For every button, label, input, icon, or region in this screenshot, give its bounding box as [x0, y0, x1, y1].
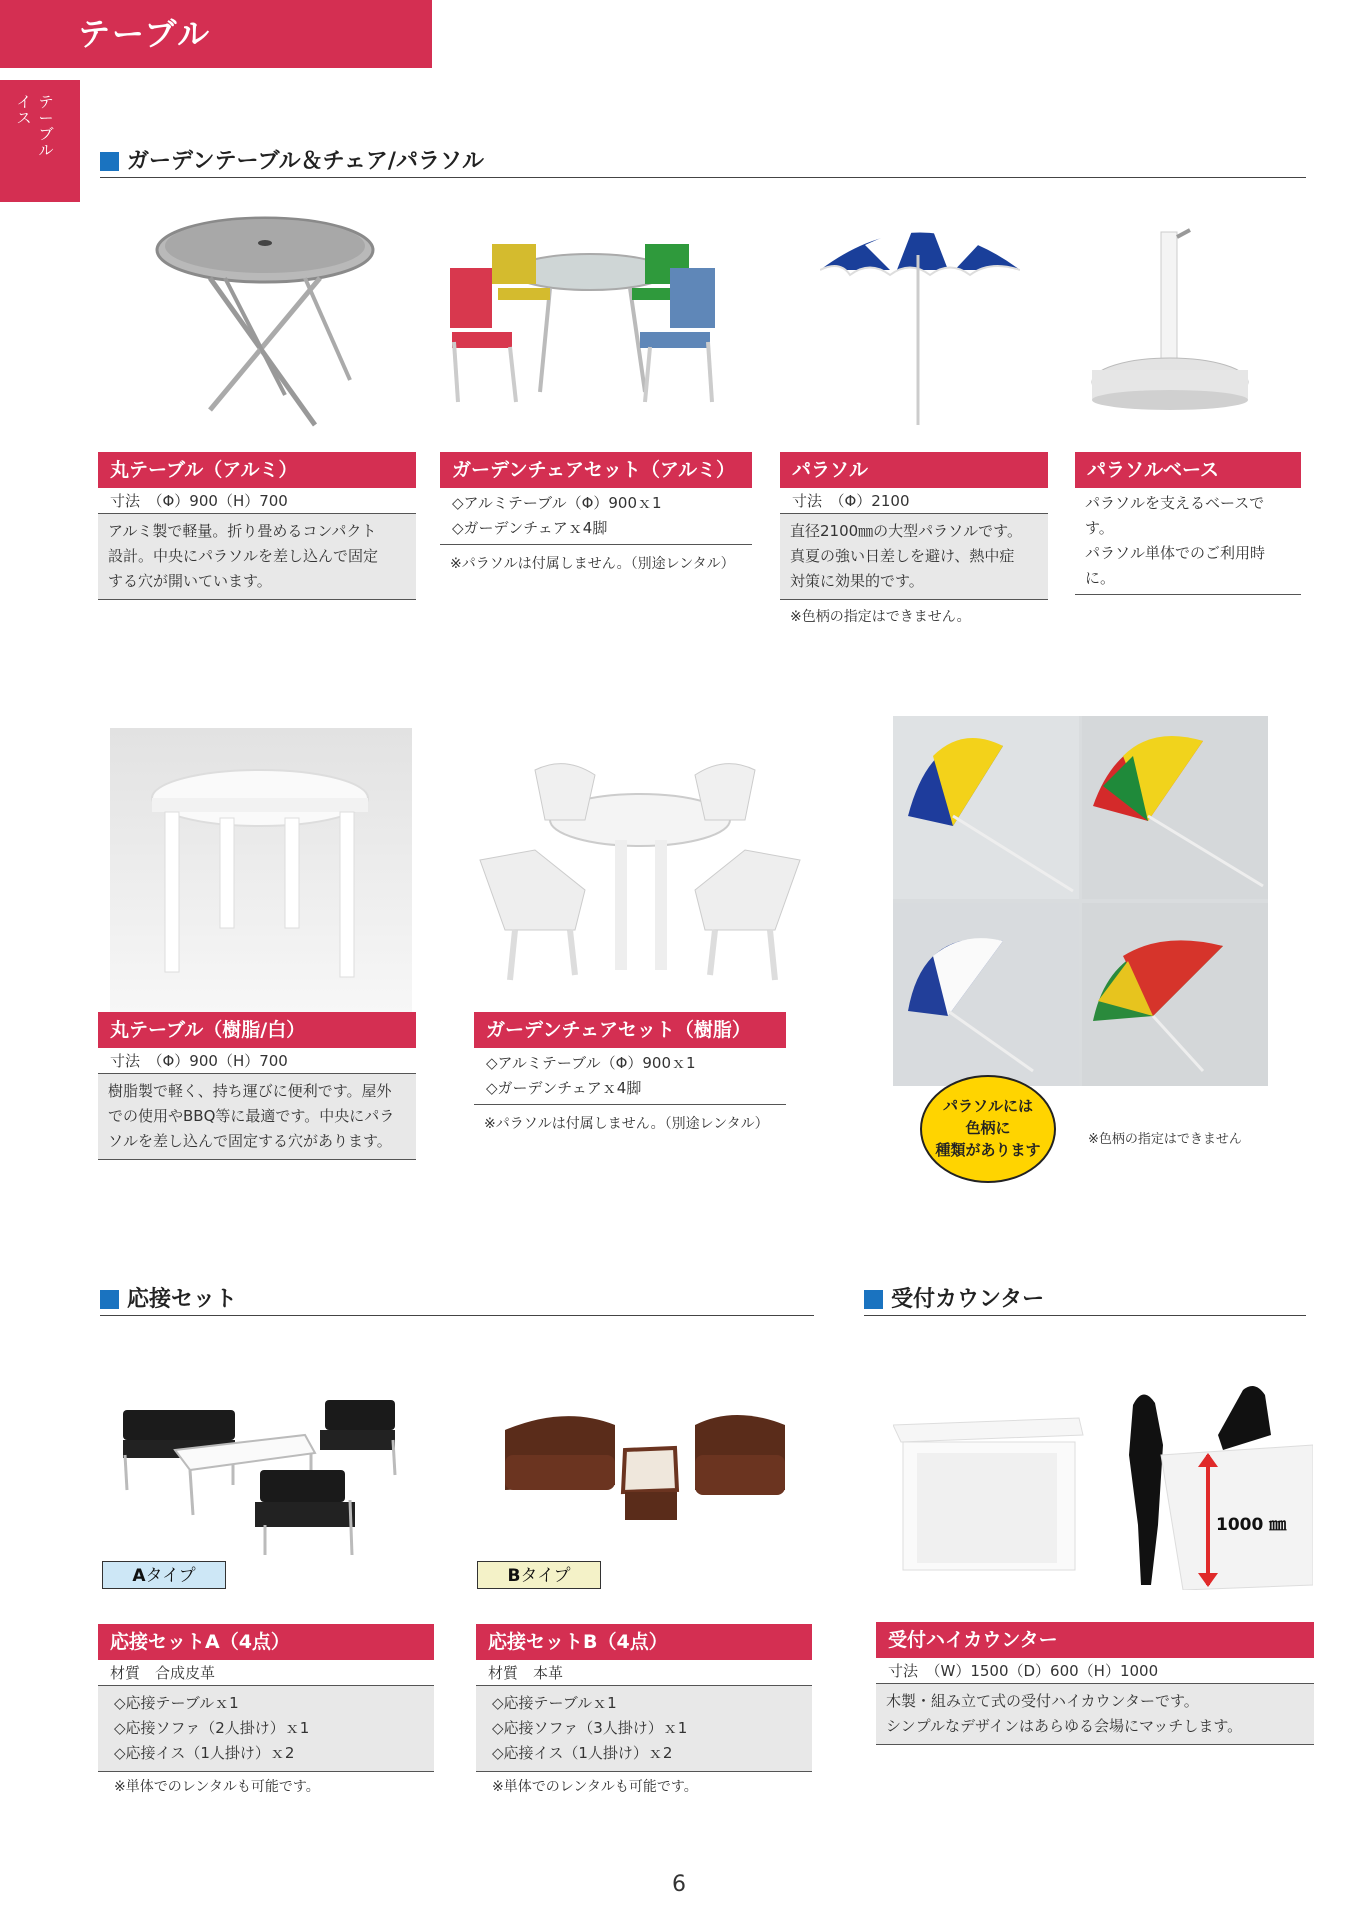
section-heading-counter: 受付カウンター: [864, 1282, 1306, 1316]
side-category-tab: [0, 80, 80, 202]
sofa-set-b-photo: [495, 1400, 795, 1535]
page-number: 6: [672, 1872, 686, 1897]
product-description: アルミ製で軽量。折り畳めるコンパクト 設計。中央にパラソルを差し込んで固定 する穴が開いています。: [98, 514, 416, 600]
product-items: ◇アルミテーブル（Φ）900ｘ1 ◇ガーデンチェアｘ4脚: [440, 488, 752, 545]
type-b-tag: Bタイプ: [477, 1561, 601, 1589]
aluminum-garden-chair-set-photo: [440, 232, 740, 422]
product-aluminum-chair-set: [440, 452, 752, 577]
product-spec: 材質 合成皮革: [98, 1660, 434, 1686]
product-spec: 寸法 （W）1500（D）600（H）1000: [876, 1658, 1314, 1684]
product-round-aluminum-table: [98, 452, 416, 600]
product-round-resin-table: [98, 1012, 416, 1160]
product-note: ※パラソルは付属しません。（別途レンタル）: [484, 1116, 769, 1132]
product-spec: 材質 本革: [476, 1660, 812, 1686]
product-title: 丸テーブル（アルミ）: [98, 452, 416, 488]
resin-garden-chair-set-photo: [475, 760, 805, 990]
product-title: パラソル: [780, 452, 1048, 488]
counter-height-label: 1000 ㎜: [1216, 1515, 1287, 1535]
product-title: ガーデンチェアセット（樹脂）: [474, 1012, 786, 1048]
product-parasol: [780, 452, 1048, 630]
sofa-set-a-photo: [115, 1395, 415, 1560]
side-tab-label-table: テーブル: [38, 93, 54, 159]
product-resin-chair-set: [474, 1012, 786, 1137]
page-title: テーブル: [0, 0, 432, 68]
section-square-icon: [864, 1290, 883, 1309]
product-spec: 寸法 （Φ）900（H）700: [98, 1048, 416, 1074]
product-spec: 寸法 （Φ）900（H）700: [98, 488, 416, 514]
parasol-photo: [820, 215, 1020, 425]
product-sofa-set-b: [476, 1624, 812, 1800]
product-description: 木製・組み立て式の受付ハイカウンターです。 シンプルなデザインはあらゆる会場にマッチします。: [876, 1684, 1314, 1745]
parasol-base-photo: [1085, 222, 1265, 412]
product-note: ※単体でのレンタルも可能です。: [114, 1779, 320, 1795]
product-description: 樹脂製で軽く、持ち運びに便利です。屋外 での使用やBBQ等に最適です。中央にパラ ソルを差し込んで固定する穴があります。: [98, 1074, 416, 1160]
product-reception-counter: [876, 1622, 1314, 1745]
product-sofa-set-a: [98, 1624, 434, 1800]
product-items: ◇アルミテーブル（Φ）900ｘ1 ◇ガーデンチェアｘ4脚: [474, 1048, 786, 1105]
product-title: 受付ハイカウンター: [876, 1622, 1314, 1658]
product-title: 応接セットB（4点）: [476, 1624, 812, 1660]
product-parasol-base: [1075, 452, 1301, 595]
reception-counter-photo: [893, 1385, 1313, 1590]
round-resin-table-photo: [110, 728, 412, 1012]
side-tab-label-chair: イス: [16, 93, 32, 127]
product-note: ※パラソルは付属しません。（別途レンタル）: [450, 556, 735, 572]
product-title: ガーデンチェアセット（アルミ）: [440, 452, 752, 488]
product-note: ※単体でのレンタルも可能です。: [492, 1779, 698, 1795]
product-title: 丸テーブル（樹脂/白）: [98, 1012, 416, 1048]
type-a-tag: Aタイプ: [102, 1561, 226, 1589]
product-title: 応接セットA（4点）: [98, 1624, 434, 1660]
parasol-pattern-speech-bubble: パラソルには 色柄に 種類があります: [920, 1075, 1056, 1183]
parasol-variations-photo: [893, 716, 1268, 1086]
product-items: ◇応接テーブルｘ1 ◇応接ソファ（2人掛け）ｘ1 ◇応接イス（1人掛け）ｘ2: [98, 1686, 434, 1772]
round-aluminum-table-photo: [150, 210, 380, 440]
product-description: パラソルを支えるベースです。 パラソル単体でのご利用時に。: [1075, 488, 1301, 595]
section-heading-garden: ガーデンテーブル＆チェア/パラソル: [100, 144, 1306, 178]
product-title: パラソルベース: [1075, 452, 1301, 488]
product-note: ※色柄の指定はできません。: [790, 609, 971, 625]
product-description: 直径2100㎜の大型パラソルです。 真夏の強い日差しを避け、熱中症 対策に効果的です。: [780, 514, 1048, 600]
product-items: ◇応接テーブルｘ1 ◇応接ソファ（3人掛け）ｘ1 ◇応接イス（1人掛け）ｘ2: [476, 1686, 812, 1772]
section-square-icon: [100, 1290, 119, 1309]
section-square-icon: [100, 152, 119, 171]
color-pattern-note: ※色柄の指定はできません: [1088, 1132, 1242, 1147]
section-heading-reception: 応接セット: [100, 1282, 814, 1316]
product-spec: 寸法 （Φ）2100: [780, 488, 1048, 514]
